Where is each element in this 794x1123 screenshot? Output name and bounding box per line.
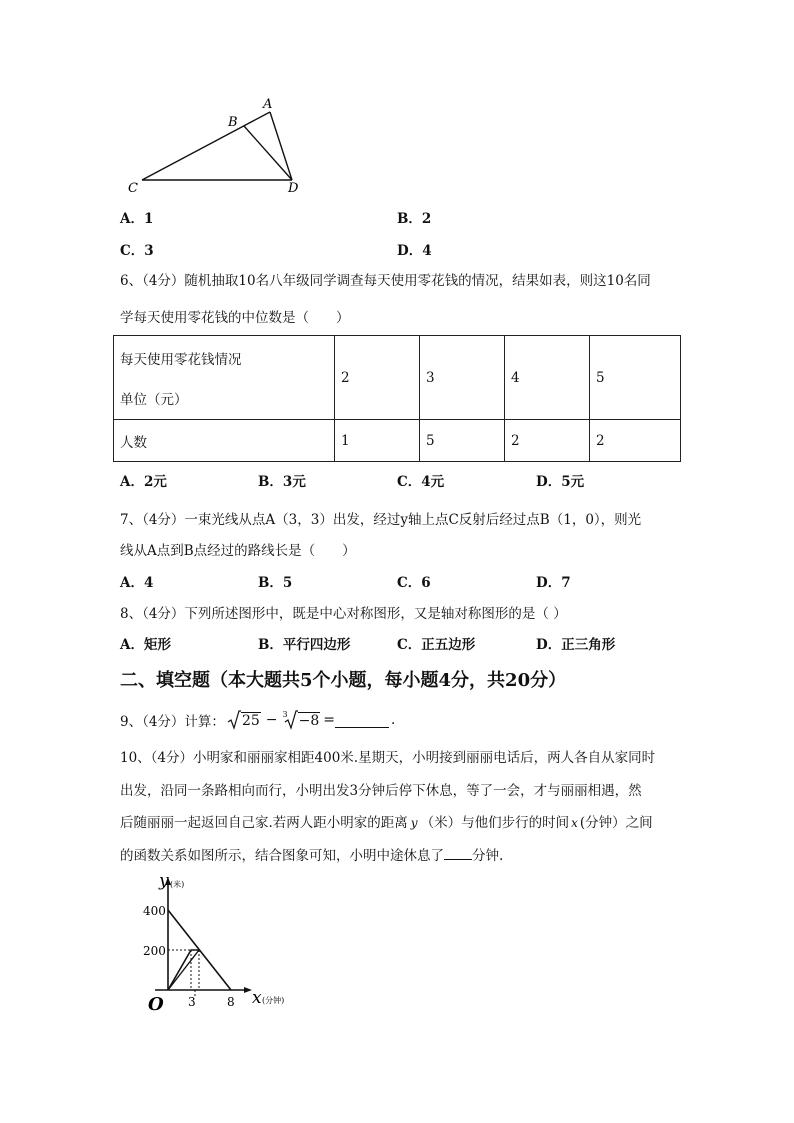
label-a: A xyxy=(263,97,273,112)
q6-option-d[interactable] xyxy=(536,470,584,490)
option-value: 4 xyxy=(143,575,154,591)
q10-line4-part2: 分钟. xyxy=(472,848,504,864)
q5-option-c[interactable] xyxy=(120,239,154,259)
table-cell: 4 xyxy=(505,336,590,420)
var-y: y xyxy=(410,816,418,830)
x-axis-arrow-icon xyxy=(244,987,252,993)
sqrt-sign-icon xyxy=(227,710,241,730)
table-cell: 3 xyxy=(420,336,505,420)
q10-stem-line2: 出发，沿同一条路相向而行，小明出发3分钟后停下休息，等了一会，才与丽丽相遇，然 xyxy=(120,783,642,799)
q6-option-a[interactable] xyxy=(120,470,167,490)
q9-prefix: 9、（4分）计算： xyxy=(120,714,225,730)
option-value: 2 xyxy=(421,211,432,227)
q10-stem-line1: 10、（4分）小明家和丽丽家相距400米.星期天，小明接到丽丽电话后，两人各自从家同时 xyxy=(120,750,656,766)
option-key: B． xyxy=(258,575,283,591)
option-key: C． xyxy=(397,637,422,653)
q8-option-b[interactable] xyxy=(258,633,350,653)
y-tick-label: 200 xyxy=(143,944,166,958)
option-key: B． xyxy=(258,474,283,490)
q8-option-c[interactable] xyxy=(397,633,475,653)
option-value: 矩形 xyxy=(143,637,171,653)
label-c: C xyxy=(128,181,138,196)
option-key: C． xyxy=(120,243,145,259)
q5-option-a[interactable] xyxy=(120,207,153,227)
q9-minus: − xyxy=(265,712,278,728)
option-key: D． xyxy=(536,637,562,653)
table-row-label: 人数 xyxy=(114,420,335,462)
option-key: D． xyxy=(536,474,562,490)
x-axis-unit: (分钟) xyxy=(262,996,285,1005)
option-value: 2元 xyxy=(143,474,167,490)
table-cell: 5 xyxy=(590,336,681,420)
q9-radicand-2: −8 xyxy=(298,712,320,729)
q7-option-a[interactable] xyxy=(120,571,153,591)
table-cell: 2 xyxy=(335,336,420,420)
q10-line4-part1: 的函数关系如图所示，结合图象可知，小明中途休息了 xyxy=(120,848,444,864)
q5-option-b[interactable] xyxy=(397,207,431,227)
option-value: 4 xyxy=(422,243,432,259)
q8-option-d[interactable] xyxy=(536,633,615,653)
q6-data-table xyxy=(113,335,681,462)
option-key: B． xyxy=(397,211,422,227)
x-tick-label: 8 xyxy=(227,995,235,1009)
q7-option-c[interactable] xyxy=(397,571,431,591)
option-key: D． xyxy=(536,575,562,591)
y-tick-label: 400 xyxy=(143,904,166,918)
y-axis-unit: (米) xyxy=(170,880,185,889)
label-b: B xyxy=(228,115,238,130)
option-value: 5元 xyxy=(561,474,585,490)
option-key: A． xyxy=(120,575,144,591)
var-x: x xyxy=(571,816,578,830)
option-value: 6 xyxy=(421,575,431,591)
x-tick-label: 3 xyxy=(188,995,196,1009)
q9-cube-index: 3 xyxy=(282,709,288,719)
q5-option-d[interactable] xyxy=(397,239,432,259)
y-axis-label: y xyxy=(159,872,169,891)
q6-option-c[interactable] xyxy=(397,470,444,490)
q9-equals: = xyxy=(323,712,335,728)
table-cell: 5 xyxy=(420,420,505,462)
option-key: C． xyxy=(397,575,422,591)
segment-ca xyxy=(142,112,270,180)
q6-option-b[interactable] xyxy=(258,470,306,490)
segment-ad xyxy=(270,112,292,180)
option-value: 正五边形 xyxy=(421,637,476,653)
q7-option-d[interactable] xyxy=(536,571,571,591)
q8-option-a[interactable] xyxy=(120,633,171,653)
q9-radicand-1: 25 xyxy=(241,712,260,729)
q10-line3-part1: 后随丽丽一起返回自己家.若两人距小明家的距离 xyxy=(120,815,408,831)
table-cell: 2 xyxy=(590,420,681,462)
q10-function-graph xyxy=(135,872,305,1022)
q9-answer-blank[interactable] xyxy=(335,713,389,728)
q10-stem-line3 xyxy=(120,811,653,831)
q9-line xyxy=(120,710,395,730)
option-value: 5 xyxy=(282,575,293,591)
return-line xyxy=(168,950,199,990)
option-key: B． xyxy=(258,637,283,653)
q8-stem-line1: 8、（4分）下列所述图形中，既是中心对称图形，又是轴对称图形的是（ ） xyxy=(120,606,567,622)
option-key: D． xyxy=(397,243,423,259)
option-value: 正三角形 xyxy=(561,637,616,653)
q10-stem-line4 xyxy=(120,844,503,864)
label-d: D xyxy=(288,181,299,196)
table-cell: 2 xyxy=(505,420,590,462)
q6-stem-line2: 学每天使用零花钱的中位数是（ ） xyxy=(120,310,350,326)
q7-stem-line1: 7、（4分）一束光线从点A（3，3）出发，经过y轴上点C反射后经过点B（1，0），则光 xyxy=(120,512,642,528)
table-header-label xyxy=(114,336,335,420)
table-cell: 1 xyxy=(335,420,420,462)
table-row xyxy=(114,336,681,420)
option-key: C． xyxy=(397,474,422,490)
section-title: 二、填空题（本大题共5个小题，每小题4分，共20分） xyxy=(120,670,567,691)
option-value: 7 xyxy=(561,575,571,591)
option-key: A． xyxy=(120,637,144,653)
x-axis-label: x xyxy=(252,988,262,1008)
option-value: 1 xyxy=(143,211,154,227)
option-key: A． xyxy=(120,474,144,490)
origin-label: O xyxy=(148,994,164,1015)
q10-answer-blank[interactable] xyxy=(444,847,472,860)
q9-suffix: . xyxy=(390,712,396,728)
q10-line3-part2: （米）与他们步行的时间 xyxy=(420,815,570,831)
option-key: A． xyxy=(120,211,144,227)
q7-stem-line2: 线从A点到B点经过的路线长是（ ） xyxy=(120,543,356,559)
option-value: 3 xyxy=(144,243,154,259)
option-value: 平行四边形 xyxy=(282,637,351,653)
option-value: 3元 xyxy=(282,474,306,490)
q7-option-b[interactable] xyxy=(258,571,292,591)
table-row xyxy=(114,420,681,462)
q6-stem-line1: 6、（4分）随机抽取10名八年级同学调查每天使用零花钱的情况，结果如表，则这10名同 xyxy=(120,273,651,289)
segment-bd xyxy=(244,126,292,180)
header-label-line1: 每天使用零花钱情况 xyxy=(120,351,242,368)
header-label-line2: 单位（元） xyxy=(120,391,188,408)
option-value: 4元 xyxy=(421,474,445,490)
q10-line3-part3: (分钟）之间 xyxy=(579,815,653,831)
q5-triangle-figure xyxy=(120,92,320,202)
